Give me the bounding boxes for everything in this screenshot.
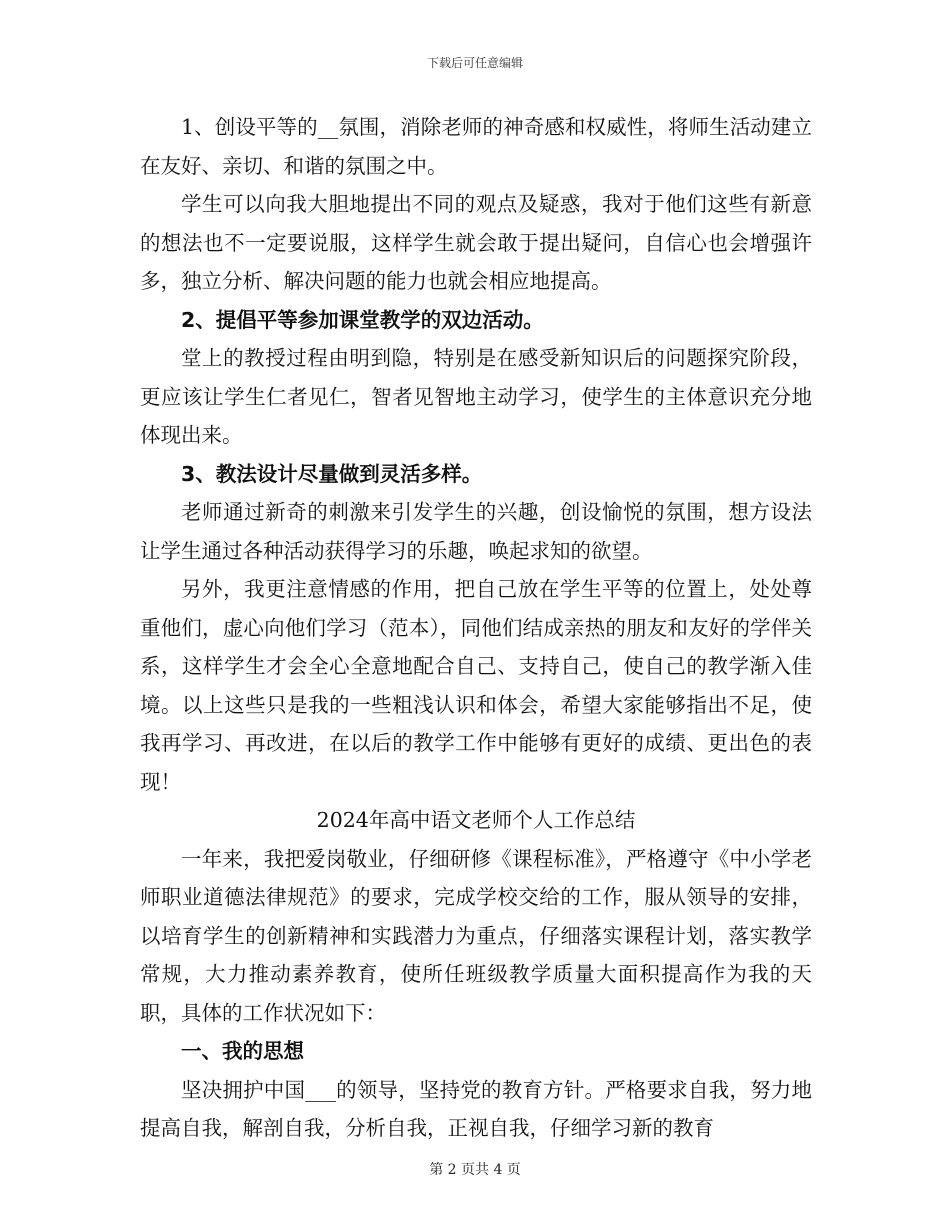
paragraph-6: 一年来，我把爱岗敬业，仔细研修《课程标准》，严格遵守《中小学老师职业道德法律规范》的要求，完成学校交给的工作，服从领导的安排，以培育学生的创新精神和实践潜力为重点，仔细落实课程计划，落实教学常规，大力推动素养教育，使所任班级教学质量大面积提高作为我的天职，具体的工作状况如下：: [140, 846, 812, 1025]
paragraph-3: 堂上的教授过程由明到隐，特别是在感受新知识后的问题探究阶段，更应该让学生仁者见仁，智者见智地主动学习，使学生的主体意识充分地体现出来。: [140, 346, 812, 447]
paragraph-2: 学生可以向我大胆地提出不同的观点及疑惑，我对于他们这些有新意的想法也不一定要说服，这样学生就会敢于提出疑问，自信心也会增强许多，独立分析、解决问题的能力也就会相应地提高。: [140, 192, 812, 293]
section-title: 2024年高中语文老师个人工作总结: [316, 808, 636, 832]
document-body: [140, 108, 812, 1148]
page-header-note: 下载后可任意编辑: [426, 56, 523, 70]
paragraph-4: 老师通过新奇的刺激来引发学生的兴趣，创设愉悦的氛围，想方设法让学生通过各种活动获得学习的乐趣，唤起求知的欲望。: [140, 500, 812, 563]
heading-my-thoughts: 一、我的思想: [181, 1039, 304, 1063]
heading-point-2: 2、提倡平等参加课堂教学的双边活动。: [181, 307, 544, 332]
paragraph-7: 坚决拥护中国___的领导，坚持党的教育方针。严格要求自我，努力地提高自我，解剖自我，分析自我，正视自我，仔细学习新的教育: [140, 1077, 812, 1140]
paragraph-1: 1、创设平等的__氛围，消除老师的神奇感和权威性，将师生活动建立在友好、亲切、和谐的氛围之中。: [140, 115, 812, 178]
heading-point-3: 3、教法设计尽量做到灵活多样。: [181, 461, 483, 486]
paragraph-5: 另外，我更注意情感的作用，把自己放在学生平等的位置上，处处尊重他们，虚心向他们学习（范本），同他们结成亲热的朋友和友好的学伴关系，这样学生才会全心全意地配合自己、支持自己，使自己的教学渐入佳境。以上这些只是我的一些粗浅认识和体会，希望大家能够指出不足，使我再学习、再改进，在以后的教学工作中能够有更好的成绩、更出色的表现！: [140, 577, 812, 794]
page-footer: 第 2 页共 4 页: [429, 1162, 521, 1178]
